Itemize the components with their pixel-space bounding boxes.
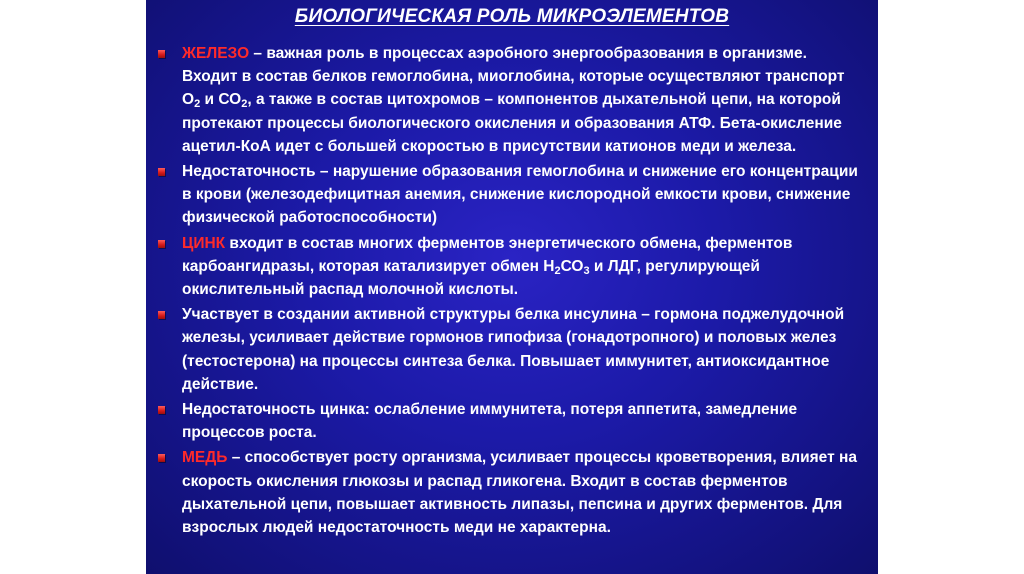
list-item-iron-deficiency	[146, 160, 878, 230]
list-item-copper	[146, 446, 878, 539]
bullet-list	[146, 42, 878, 541]
list-item-zinc-insulin	[146, 303, 878, 396]
list-item-zinc-deficiency	[146, 398, 878, 444]
square-bullet-icon	[158, 311, 165, 319]
item-text: Участвует в создании активной структуры белка инсулина – гормона поджелудочной железы, усиливает действие гормонов гипофиза (гонадотропного) и половых желез (тестостерона) на процессы синтеза белка. Повышает иммунитет, антиоксидантное действие.	[182, 306, 845, 393]
item-text: – важная роль в процессах аэробного энергообразования в организме. Входит в состав белков гемоглобина, миоглобина, которые осуществляют транспорт О	[182, 45, 845, 109]
square-bullet-icon	[158, 50, 165, 58]
keyword-iron: ЖЕЛЕЗО	[182, 45, 250, 62]
list-item-iron	[146, 42, 878, 158]
item-text: и СО	[200, 91, 242, 109]
subscript: 2	[554, 264, 561, 277]
square-bullet-icon	[158, 240, 165, 248]
keyword-copper: МЕДЬ	[182, 449, 228, 467]
item-text: Недостаточность цинка: ослабление иммунитета, потеря аппетита, замедление процессов роста.	[182, 401, 798, 442]
slide	[146, 0, 878, 574]
square-bullet-icon	[158, 454, 165, 462]
item-text: входит в состав многих ферментов энергетического обмена, ферментов карбоангидразы, которая катализирует обмен Н	[182, 234, 793, 275]
subscript: 3	[583, 264, 590, 277]
square-bullet-icon	[158, 406, 165, 414]
subscript: 2	[241, 98, 248, 111]
item-text: – способствует росту организма, усиливает процессы кроветворения, влияет на скорость окисления глюкозы и распад гликогена. Входит в состав ферментов дыхательной цепи, повышает активность липазы, пепсина и других ферментов. Для взрослых людей недостаточность меди не характерна.	[182, 449, 857, 537]
subscript: 2	[194, 98, 201, 111]
item-text: СО	[560, 257, 584, 275]
keyword-zinc: ЦИНК	[182, 234, 226, 252]
item-text: и ЛДГ, регулирующей окислительный распад молочной кислоты.	[182, 257, 760, 299]
item-text: , а также в состав цитохромов – компонентов дыхательной цепи, на которой протекают процессы биологического окисления и образования АТФ. Бета-окисление ацетил-КоА идет с большей скоростью в присутствии катионов меди и железа.	[182, 91, 842, 155]
item-text: Недостаточность – нарушение образования гемоглобина и снижение его концентрации в крови (железодефицитная анемия, снижение кислородной емкости крови, снижение физической работоспособности)	[182, 163, 858, 227]
list-item-zinc	[146, 232, 878, 302]
square-bullet-icon	[158, 168, 165, 176]
slide-title: БИОЛОГИЧЕСКАЯ РОЛЬ МИКРОЭЛЕМЕНТОВ	[294, 6, 730, 27]
